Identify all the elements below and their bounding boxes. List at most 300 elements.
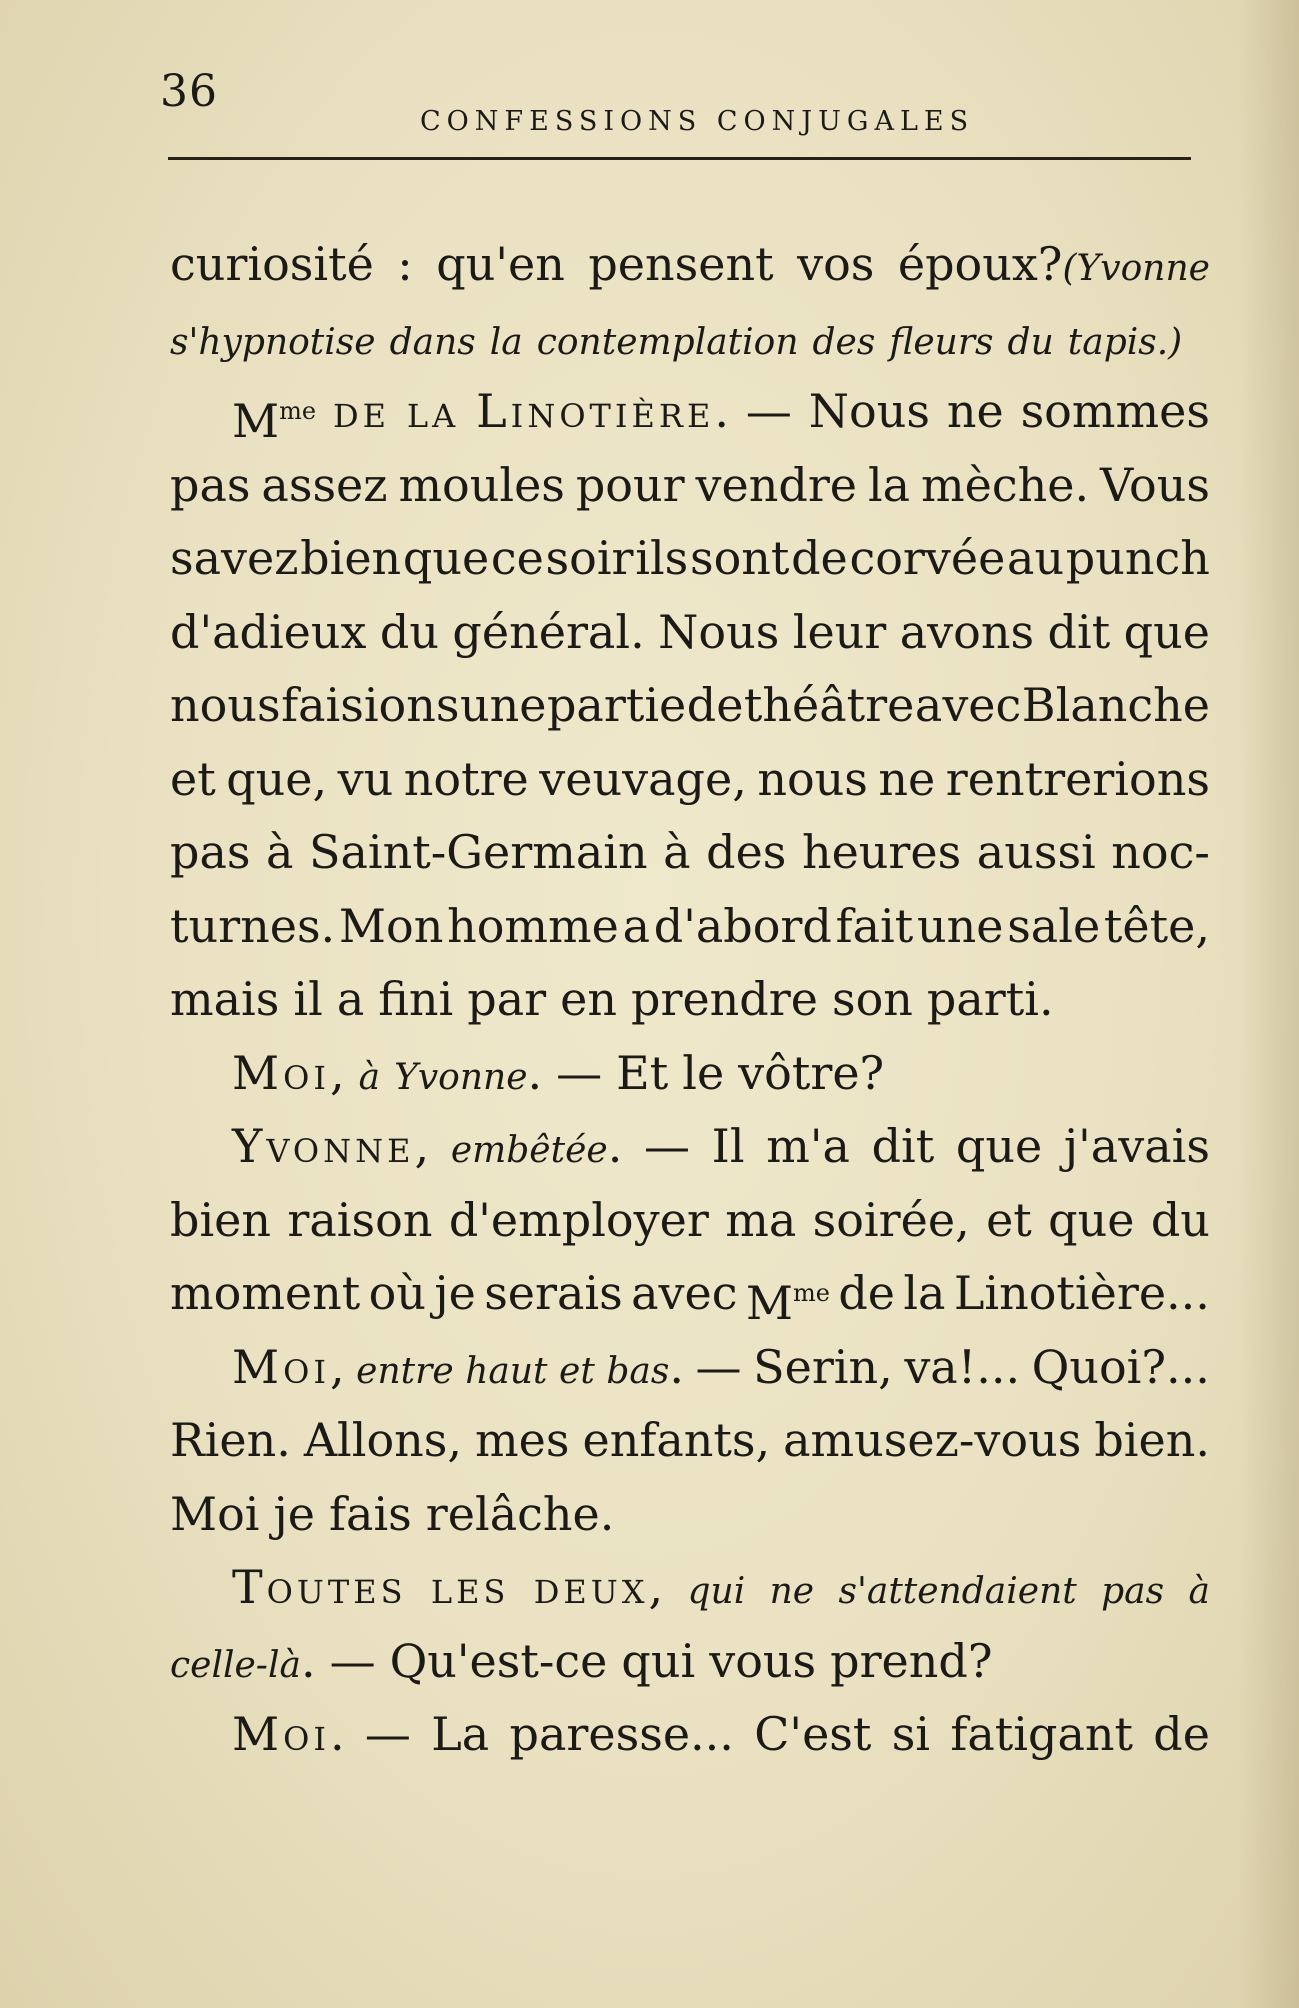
- word: [261, 449, 387, 523]
- word: [791, 522, 848, 596]
- text-run: du: [379, 604, 439, 659]
- text-run: veuvage,: [539, 751, 747, 806]
- text-run: relâche.: [425, 1486, 615, 1541]
- text-line: [170, 1625, 1210, 1699]
- word-gap: [818, 963, 832, 1037]
- word: [170, 228, 374, 302]
- word-gap: [607, 1625, 621, 1699]
- text-run: homme: [447, 898, 619, 953]
- text-run: .: [669, 1339, 684, 1394]
- word: [1032, 1331, 1210, 1405]
- text-run: Toutes: [232, 1560, 407, 1614]
- text-run: —: [695, 1339, 742, 1394]
- word: [892, 1698, 930, 1772]
- word: [1104, 890, 1210, 964]
- word-gap: [668, 1037, 682, 1111]
- text-run: —: [364, 1707, 411, 1761]
- text-run: Yvonne: [232, 1119, 415, 1173]
- text-run: raison: [287, 1192, 433, 1247]
- word: [898, 228, 1210, 302]
- word: [232, 1551, 407, 1625]
- word: [170, 1184, 271, 1258]
- text-run: pas: [170, 457, 251, 512]
- word: [746, 1257, 830, 1331]
- text-run: Nous: [808, 384, 930, 438]
- text-run: avec: [914, 678, 1022, 732]
- text-line: [170, 1184, 1210, 1258]
- word: [682, 1037, 724, 1111]
- word: [1008, 302, 1054, 376]
- text-run: le: [682, 1045, 725, 1100]
- text-run: partie: [546, 678, 687, 732]
- word: [510, 1698, 734, 1772]
- text-run: vendre: [695, 457, 858, 512]
- text-run: une: [916, 898, 1004, 953]
- text-run: époux?: [897, 237, 1063, 291]
- word: [1151, 1184, 1210, 1258]
- word: [623, 890, 650, 964]
- word: [365, 1698, 411, 1772]
- word: [390, 1625, 608, 1699]
- word: [378, 963, 453, 1037]
- word: [1007, 890, 1100, 964]
- word: [226, 743, 327, 817]
- word: [921, 449, 1089, 523]
- text-run: soir: [545, 531, 634, 585]
- text-run: C'est: [754, 1707, 872, 1761]
- text-run: d'adieux: [170, 604, 367, 659]
- text-run: mais: [170, 972, 280, 1026]
- text-line: [170, 743, 1210, 817]
- word: [706, 816, 786, 890]
- word: [889, 302, 993, 376]
- word: [329, 1478, 412, 1552]
- text-run: .: [714, 384, 729, 438]
- text-run: turnes.: [170, 898, 336, 953]
- word: [950, 1698, 1133, 1772]
- text-line: [170, 1110, 1210, 1184]
- text-run: bas: [606, 1350, 670, 1392]
- word-gap: [695, 1625, 709, 1699]
- text-run: enfants,: [582, 1413, 771, 1467]
- word: [744, 669, 914, 743]
- text-run: si: [891, 1707, 931, 1761]
- text-run: il: [293, 972, 323, 1026]
- word: [986, 1184, 1032, 1258]
- word: [475, 1404, 569, 1478]
- text-run: .: [527, 1045, 543, 1100]
- word: [467, 963, 546, 1037]
- text-run: dit: [1047, 604, 1111, 659]
- word-gap: [376, 1625, 390, 1699]
- word: [631, 1257, 737, 1331]
- text-run: nous: [170, 678, 281, 732]
- word: [281, 669, 459, 743]
- word: [663, 816, 690, 890]
- text-run: que: [955, 1119, 1043, 1173]
- text-run: que: [1123, 604, 1210, 659]
- text-run: à: [266, 825, 294, 879]
- word: [946, 743, 1210, 817]
- text-run: du: [1150, 1192, 1210, 1247]
- text-run: qu'en: [436, 237, 565, 291]
- text-run: ,: [329, 1045, 345, 1100]
- text-run: tapis.): [1067, 321, 1183, 363]
- word: [232, 1698, 345, 1772]
- word: [170, 596, 366, 670]
- word-gap: [376, 302, 390, 376]
- word: [797, 228, 874, 302]
- page-edge-shadow: [1239, 0, 1299, 2008]
- page-number: 36: [160, 66, 218, 117]
- text-run: mes: [475, 1413, 570, 1467]
- text-run: bien: [170, 1192, 272, 1247]
- text-run: ,: [414, 1119, 430, 1173]
- text-run: fatigant: [950, 1707, 1133, 1761]
- text-run: que,: [226, 751, 328, 806]
- text-run: haut: [465, 1350, 548, 1392]
- text-run: vu: [337, 751, 394, 806]
- text-run: où: [368, 1266, 426, 1320]
- text-line: [170, 1698, 1210, 1772]
- text-run: a: [336, 972, 365, 1026]
- text-run: fais: [329, 1486, 412, 1541]
- word: [754, 1698, 871, 1772]
- text-run: pour: [575, 457, 685, 512]
- word: [333, 375, 390, 449]
- text-run: bien: [300, 531, 402, 585]
- word: [232, 1110, 429, 1184]
- word: [830, 1625, 992, 1699]
- text-line: [170, 669, 1210, 743]
- text-run: Rien.: [170, 1413, 291, 1467]
- text-run: amusez-vous: [783, 1413, 1082, 1467]
- text-run: que: [402, 531, 490, 585]
- word: [690, 522, 789, 596]
- word: [170, 1478, 260, 1552]
- word-gap: [315, 1478, 329, 1552]
- word: [770, 1551, 815, 1625]
- word: [436, 228, 565, 302]
- text-run: aussi: [976, 825, 1096, 879]
- text-run: de: [838, 1266, 895, 1320]
- word: [631, 963, 818, 1037]
- word: [903, 1257, 945, 1331]
- text-run: ,: [648, 1560, 664, 1614]
- text-run: dit: [871, 1119, 935, 1173]
- word: [1022, 669, 1210, 743]
- text-run: au: [1007, 531, 1065, 585]
- word: [449, 1184, 709, 1258]
- text-run: tête,: [1103, 898, 1210, 953]
- text-run: théâtre: [743, 678, 915, 732]
- text-run: :: [397, 237, 413, 291]
- text-run: d'abord: [653, 898, 832, 953]
- text-run: sale: [1007, 898, 1101, 953]
- text-run: va!...: [904, 1339, 1021, 1394]
- text-run: en: [560, 972, 618, 1026]
- text-run: la: [489, 321, 523, 363]
- text-run: heures: [801, 825, 962, 879]
- word-gap: [816, 1625, 830, 1699]
- word: [403, 522, 489, 596]
- word: [712, 1110, 745, 1184]
- text-line: [170, 1551, 1210, 1625]
- text-run: Moi: [170, 1486, 260, 1541]
- word: [452, 596, 644, 670]
- text-run: qui: [621, 1633, 696, 1688]
- text-run: ne: [946, 384, 1004, 438]
- word: [170, 890, 335, 964]
- text-run: pas: [170, 825, 251, 879]
- word: [616, 1037, 668, 1111]
- word-gap: [542, 1037, 556, 1111]
- text-run: Et: [616, 1045, 669, 1100]
- text-run: Saint-Germain: [308, 825, 648, 879]
- word-gap: [617, 963, 631, 1037]
- text-run: vous: [709, 1633, 817, 1688]
- word: [757, 743, 868, 817]
- text-run: me: [279, 397, 317, 425]
- text-run: la: [867, 457, 911, 512]
- word: [404, 743, 529, 817]
- text-line: [170, 375, 1210, 449]
- word: [380, 596, 439, 670]
- word: [397, 228, 413, 302]
- word: [170, 302, 376, 376]
- text-run: faisions: [281, 678, 460, 732]
- word: [304, 1404, 462, 1478]
- text-run: Moi: [232, 1707, 330, 1761]
- word: [560, 963, 617, 1037]
- text-run: Linotière...: [953, 1266, 1210, 1320]
- text-run: je: [273, 1486, 316, 1541]
- word: [588, 228, 773, 302]
- word: [802, 816, 961, 890]
- body-text: [170, 228, 1210, 1772]
- text-run: Linotière: [476, 384, 715, 438]
- text-run: du: [1007, 321, 1054, 363]
- text-line: [170, 1478, 1210, 1552]
- text-line: [170, 1331, 1210, 1405]
- word: [838, 1257, 895, 1331]
- word: [394, 1037, 542, 1111]
- word: [927, 963, 1054, 1037]
- text-line: [170, 522, 1210, 596]
- word: [836, 890, 914, 964]
- word: [687, 669, 744, 743]
- text-run: —: [329, 1633, 376, 1688]
- word: [293, 963, 322, 1037]
- word: [232, 1331, 345, 1405]
- word: [696, 449, 858, 523]
- text-run: Serin,: [753, 1339, 893, 1394]
- text-run: s'attendaient: [838, 1571, 1077, 1612]
- word-gap: [546, 963, 560, 1037]
- word: [170, 1404, 291, 1478]
- text-run: (Yvonne: [1062, 248, 1210, 289]
- text-run: la: [406, 384, 460, 438]
- text-run: prendre: [631, 972, 818, 1026]
- text-run: pas: [1101, 1571, 1165, 1612]
- word: [1048, 596, 1111, 670]
- word-gap: [323, 963, 337, 1037]
- text-run: —: [556, 1045, 603, 1100]
- word: [878, 743, 935, 817]
- text-run: mèche.: [921, 457, 1090, 512]
- text-line: [170, 302, 1210, 376]
- word: [559, 1331, 595, 1405]
- word: [904, 1331, 1020, 1405]
- word: [170, 669, 281, 743]
- word: [793, 596, 887, 670]
- text-line: [170, 816, 1210, 890]
- word: [491, 522, 544, 596]
- text-run: embêtée: [450, 1130, 608, 1171]
- text-run: .: [329, 1707, 345, 1761]
- word: [232, 1037, 345, 1111]
- word: [170, 1625, 316, 1699]
- word-gap: [1054, 302, 1068, 376]
- word: [766, 1110, 850, 1184]
- text-run: me: [792, 1279, 830, 1307]
- word: [537, 302, 799, 376]
- word: [170, 522, 298, 596]
- word: [431, 1551, 510, 1625]
- word: [556, 1037, 602, 1111]
- text-run: Mon: [338, 898, 444, 953]
- word: [1153, 1698, 1210, 1772]
- text-line: [170, 1404, 1210, 1478]
- text-run: à: [663, 825, 691, 879]
- word: [738, 1037, 884, 1111]
- word: [1111, 816, 1210, 890]
- word-gap: [364, 963, 378, 1037]
- text-run: curiosité: [170, 237, 374, 291]
- text-run: paresse...: [509, 1707, 734, 1761]
- word: [407, 375, 459, 449]
- word: [170, 449, 250, 523]
- text-run: Moi: [232, 1339, 330, 1394]
- word-gap: [602, 1037, 616, 1111]
- text-line: [170, 228, 1210, 302]
- word-gap: [412, 1478, 426, 1552]
- word: [644, 1110, 690, 1184]
- text-run: pensent: [588, 237, 774, 291]
- text-run: Il: [711, 1119, 745, 1173]
- word: [1068, 302, 1182, 376]
- word-gap: [875, 302, 889, 376]
- word: [484, 1257, 623, 1331]
- word: [838, 1551, 1076, 1625]
- word: [753, 1331, 893, 1405]
- text-run: —: [643, 1119, 690, 1173]
- word: [339, 890, 443, 964]
- text-run: ,: [329, 1339, 345, 1394]
- word: [232, 375, 316, 449]
- word: [783, 1404, 1081, 1478]
- text-run: et: [559, 1350, 595, 1392]
- text-run: ils: [635, 531, 689, 585]
- word: [954, 1257, 1210, 1331]
- text-run: fini: [378, 972, 454, 1026]
- word: [309, 816, 648, 890]
- text-run: d'employer: [448, 1192, 709, 1247]
- text-run: à: [1188, 1571, 1210, 1612]
- text-run: deux: [533, 1560, 649, 1614]
- word-gap: [345, 1037, 359, 1111]
- text-run: ce: [490, 531, 544, 585]
- text-run: savez: [170, 531, 299, 585]
- word-gap: [724, 1037, 738, 1111]
- text-run: sommes: [1020, 384, 1210, 438]
- text-run: M: [232, 394, 280, 448]
- text-run: avec: [631, 1266, 738, 1320]
- word: [1007, 522, 1064, 596]
- text-run: je: [434, 1266, 476, 1320]
- word: [1048, 1184, 1134, 1258]
- text-line: [170, 449, 1210, 523]
- word: [658, 596, 779, 670]
- text-run: m'a: [766, 1119, 850, 1173]
- text-run: M: [745, 1276, 793, 1330]
- text-run: Qu'est-ce: [389, 1633, 608, 1688]
- text-run: son: [831, 972, 913, 1026]
- word: [849, 522, 1005, 596]
- word: [606, 1331, 684, 1405]
- text-run: soirée,: [812, 1192, 970, 1247]
- word-gap: [799, 302, 813, 376]
- text-run: assez: [261, 457, 388, 512]
- word: [900, 596, 1034, 670]
- text-run: avons: [899, 604, 1035, 659]
- text-run: fait: [835, 898, 914, 953]
- word: [287, 1184, 432, 1258]
- text-run: et: [170, 751, 216, 806]
- text-run: .: [300, 1633, 316, 1688]
- text-run: Yvonne: [394, 1056, 528, 1098]
- word-gap: [913, 963, 927, 1037]
- text-run: que: [1048, 1192, 1135, 1247]
- word: [977, 816, 1096, 890]
- word: [359, 1037, 380, 1111]
- word: [1101, 1551, 1164, 1625]
- word: [369, 1257, 426, 1331]
- word: [460, 669, 546, 743]
- text-run: ma: [725, 1192, 797, 1247]
- text-run: fleurs: [889, 321, 994, 363]
- word: [426, 1478, 615, 1552]
- page-header: [160, 66, 1190, 146]
- word: [1064, 1110, 1210, 1184]
- word: [813, 302, 876, 376]
- text-run: parti.: [926, 972, 1054, 1026]
- word-gap: [279, 963, 293, 1037]
- text-run: serais: [484, 1266, 623, 1320]
- word: [1100, 449, 1210, 523]
- text-run: ne: [769, 1571, 815, 1612]
- text-run: rentrerions: [945, 751, 1210, 806]
- text-run: punch: [1065, 531, 1210, 585]
- text-run: entre: [356, 1350, 454, 1392]
- word: [576, 449, 685, 523]
- text-run: de: [332, 384, 390, 438]
- word: [546, 522, 634, 596]
- text-run: Vous: [1100, 457, 1210, 512]
- text-run: général.: [452, 604, 645, 659]
- text-run: corvée: [849, 531, 1006, 585]
- word: [956, 1110, 1042, 1184]
